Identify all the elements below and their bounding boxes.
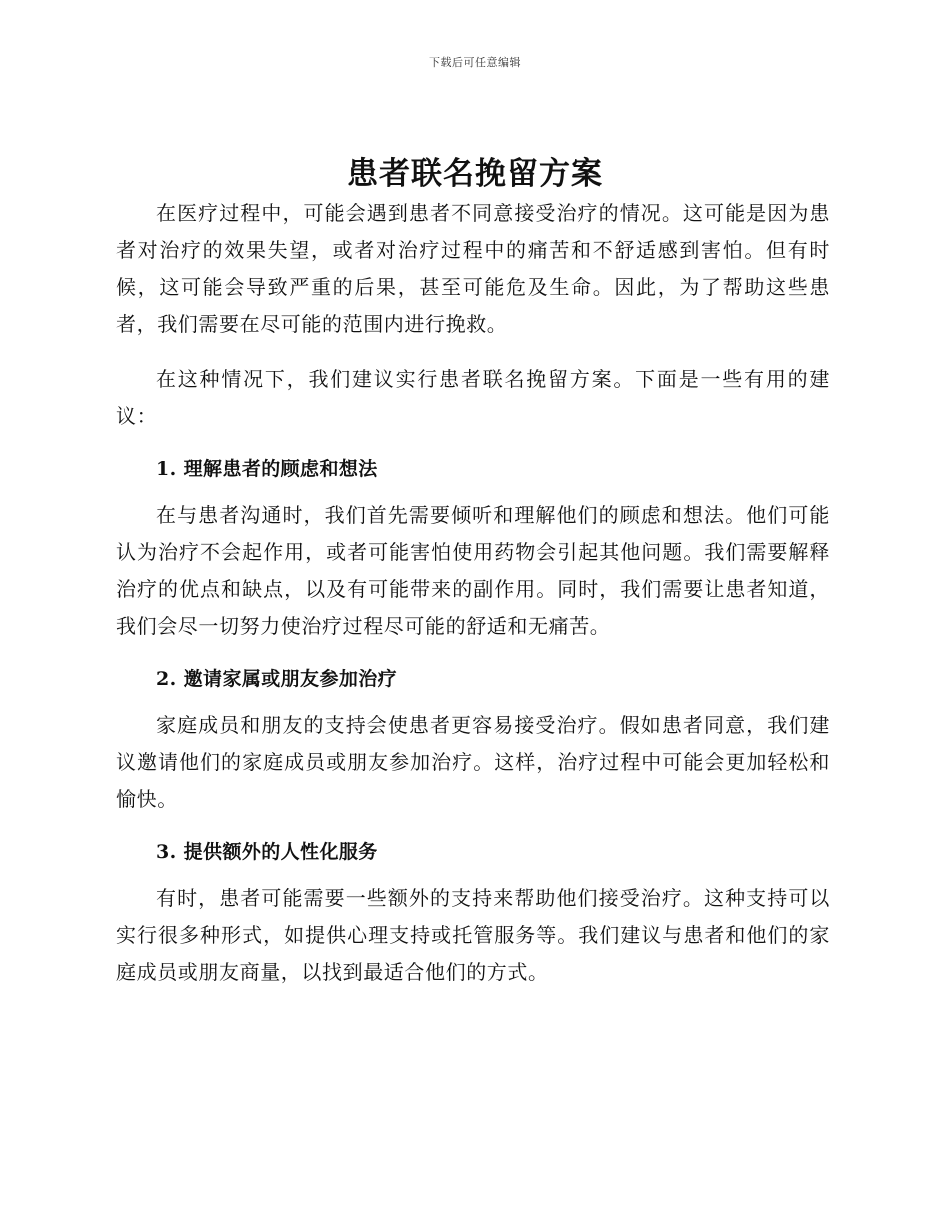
intro-paragraph: 在这种情况下，我们建议实行患者联名挽留方案。下面是一些有用的建议：	[116, 367, 830, 428]
document-title: 患者联名挽留方案	[347, 156, 603, 192]
section-heading: 1. 理解患者的顾虑和想法	[156, 458, 378, 480]
intro-paragraph: 在医疗过程中，可能会遇到患者不同意接受治疗的情况。这可能是因为患者对治疗的效果失望，或者对治疗过程中的痛苦和不舒适感到害怕。但有时候，这可能会导致严重的后果，甚至可能危及生命。因此，为了帮助这些患者，我们需要在尽可能的范围内进行挽救。	[116, 201, 830, 336]
section-heading: 2. 邀请家属或朋友参加治疗	[156, 668, 398, 690]
document-body	[116, 195, 830, 1009]
section-paragraph: 家庭成员和朋友的支持会使患者更容易接受治疗。假如患者同意，我们建议邀请他们的家庭成员或朋友参加治疗。这样，治疗过程中可能会更加轻松和愉快。	[116, 713, 830, 811]
section-heading: 3. 提供额外的人性化服务	[156, 841, 378, 863]
section-paragraph: 有时，患者可能需要一些额外的支持来帮助他们接受治疗。这种支持可以实行很多种形式，如提供心理支持或托管服务等。我们建议与患者和他们的家庭成员或朋友商量，以找到最适合他们的方式。	[116, 886, 830, 984]
header-note: 下载后可任意编辑	[429, 56, 521, 69]
section-paragraph: 在与患者沟通时，我们首先需要倾听和理解他们的顾虑和想法。他们可能认为治疗不会起作用，或者可能害怕使用药物会引起其他问题。我们需要解释治疗的优点和缺点，以及有可能带来的副作用。同时，我们需要让患者知道，我们会尽一切努力使治疗过程尽可能的舒适和无痛苦。	[116, 503, 830, 638]
